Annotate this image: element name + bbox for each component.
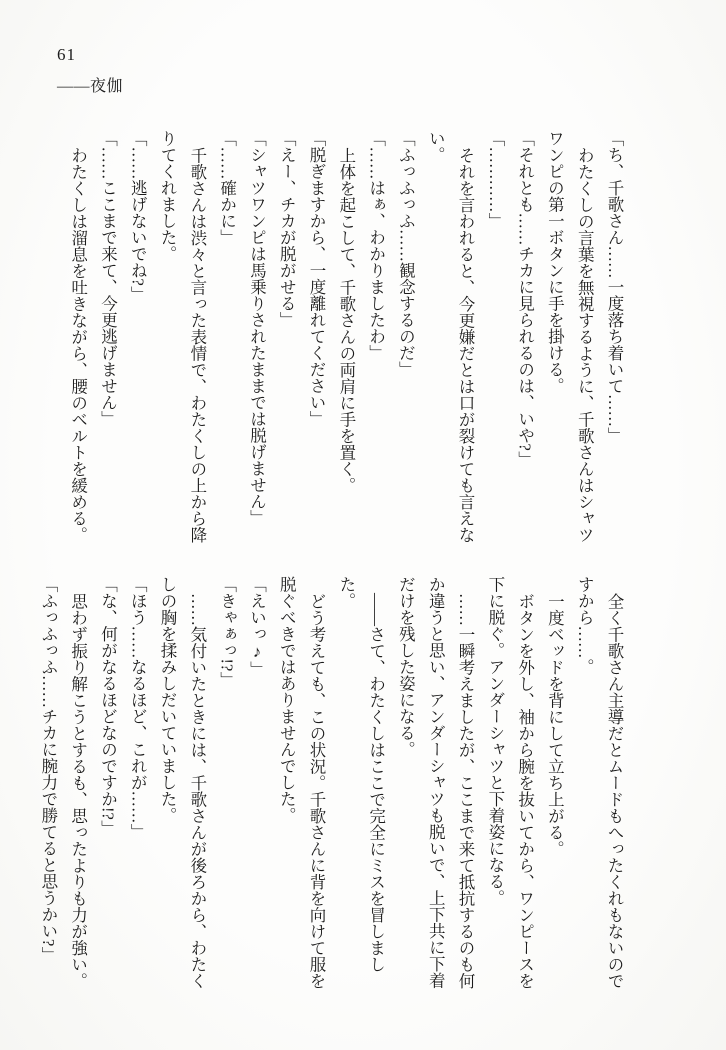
- paragraph-line: 「な、何がなるほどなのですか!?」: [98, 576, 118, 837]
- paragraph-line: 「ふっふっふ……観念するのだ」: [396, 130, 416, 378]
- paragraph-line: 「……ここまで来て、今更逃げません」: [98, 130, 118, 427]
- paragraph-line: 一度ベッドを背にして立ち上がる。: [545, 592, 565, 857]
- paragraph-line: 「ち、千歌さん……一度落ち着いて……」: [605, 130, 624, 444]
- paragraph-line: それを言われると、今更嫌だとは口が裂けても言えない。: [426, 130, 476, 543]
- text-block-bottom: [33, 576, 629, 993]
- paragraph-line: 思わず振り解こうとするも、思ったよりも力が強い。: [68, 592, 88, 989]
- paragraph-line: わたくしの言葉を無視するように、千歌さんはシャツワンピの第一ボタンに手を掛ける。: [545, 130, 595, 543]
- paragraph-line: 「脱ぎますから、一度離れてください」: [307, 130, 327, 427]
- paragraph-line: 「えー、チカが脱がせる」: [277, 130, 297, 328]
- paragraph-line: 全く千歌さん主導だとムードもへったくれもないのですから……。: [575, 576, 624, 989]
- paragraph-line: 「…………」: [485, 130, 505, 229]
- page-number: 61: [57, 45, 76, 64]
- paragraph-line: 千歌さんは渋々と言った表情で、わたくしの上から降りてくれました。: [158, 130, 207, 543]
- paragraph-line: 「シャツワンピは馬乗りされたままでは脱げません」: [247, 130, 267, 526]
- paragraph-line: ……一瞬考えましたが、ここまで来て抵抗するのも何か違うと思い、アンダーシャツも脱いで、上下共に下着だけを残した姿になる。: [396, 576, 476, 989]
- page-header: [57, 44, 123, 96]
- paragraph-line: 「きゃぁっ!?」: [217, 576, 237, 688]
- paragraph-line: ――さて、わたくしはここで完全にミスを冒しました。: [336, 576, 386, 972]
- running-title: ――夜伽: [57, 78, 124, 96]
- paragraph-line: 「……逃げないでね?」: [128, 130, 148, 303]
- paragraph-line: わたくしは溜息を吐きながら、腰のベルトを緩める。: [68, 146, 88, 543]
- paragraph-line: ボタンを外し、袖から腕を抜いてから、ワンピースを下に脱ぐ。アンダーシャツと下着姿になる。: [485, 576, 535, 989]
- text-block-top: [63, 130, 629, 547]
- paragraph-line: ……気付いたときには、千歌さんが後ろから、わたくしの胸を揉みしだいていました。: [158, 576, 207, 989]
- paragraph-line: 「それとも……チカに見られるのは、いや?」: [515, 130, 535, 468]
- paragraph-line: どう考えても、この状況。千歌さんに背を向けて服を脱ぐべきではありませんでした。: [277, 576, 327, 989]
- paragraph-line: 「ふっふっふ……チカに腕力で勝てると思うかい?」: [38, 576, 58, 963]
- paragraph-line: 「ほう……なるほど、これが……」: [128, 576, 148, 840]
- paragraph-line: 「……確かに」: [217, 130, 237, 246]
- paragraph-line: 「えいっ♪」: [247, 576, 267, 678]
- paragraph-line: 上体を起こして、千歌さんの両肩に手を置く。: [336, 146, 356, 493]
- paragraph-line: 「……はぁ、わかりましたわ」: [366, 130, 386, 361]
